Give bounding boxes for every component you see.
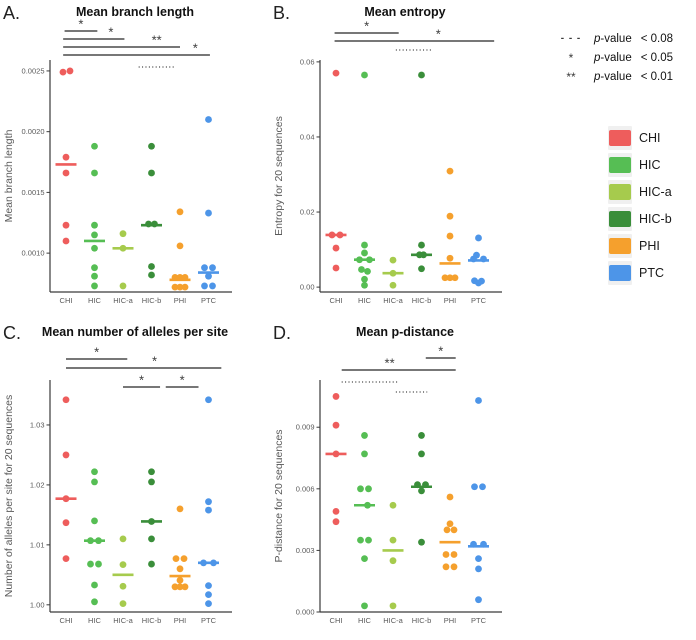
significance-asterisk: * [435, 26, 441, 42]
data-point-chi [63, 238, 70, 245]
data-point-chi [337, 232, 344, 239]
legend-item-phi [608, 234, 696, 258]
x-category-label: HIC [358, 616, 371, 625]
pvalue-threshold-label: p -value < 0.01 [594, 70, 674, 83]
data-point-hic-b [420, 251, 427, 258]
data-point-ptc [480, 541, 487, 548]
legend-key [608, 261, 632, 285]
data-point-phi [451, 551, 458, 558]
data-point-hic-b [148, 561, 155, 568]
y-tick-label: 1.00 [29, 600, 45, 610]
panel-title: Mean entropy [364, 5, 446, 19]
data-point-hic-b [148, 272, 155, 279]
data-point-ptc [205, 582, 212, 589]
significance-asterisk: * [138, 372, 145, 388]
data-point-hic-a [390, 557, 397, 564]
data-point-hic-b [418, 242, 425, 249]
legend-key [608, 153, 632, 177]
x-category-label: PTC [201, 296, 216, 305]
data-point-hic [364, 502, 371, 509]
data-point-ptc [475, 235, 482, 242]
y-axis-title: Number of alleles per site for 20 sequences [3, 394, 15, 598]
data-point-hic [358, 266, 365, 273]
data-point-ptc [475, 397, 482, 404]
data-point-hic-a [390, 537, 397, 544]
legend-item-hic-b [608, 207, 696, 231]
data-point-hic-b [148, 143, 155, 150]
y-tick-label: 0.006 [295, 484, 315, 494]
data-point-hic [365, 537, 372, 544]
data-point-hic-b [418, 451, 425, 458]
data-point-hic-b [151, 221, 158, 228]
data-point-hic-a [120, 561, 127, 568]
data-point-hic-b [418, 539, 425, 546]
data-point-phi [182, 284, 189, 291]
data-point-chi [333, 451, 340, 458]
data-point-phi [443, 551, 450, 558]
legend-swatch-chi [609, 130, 631, 146]
y-axis-title: Entropy for 20 sequences [273, 116, 285, 236]
legend-swatch-hic-a [609, 184, 631, 200]
y-tick-label: 0.000 [295, 607, 315, 617]
significance-asterisk: * [179, 372, 185, 388]
data-point-hic [361, 250, 368, 257]
pvalue-threshold-label: p -value < 0.05 [594, 51, 674, 64]
y-tick-label: 1.03 [29, 420, 45, 430]
x-category-label: HIC-a [383, 296, 403, 305]
data-point-hic-a [390, 502, 397, 509]
data-point-hic-b [148, 518, 155, 525]
data-point-hic [361, 282, 368, 289]
data-point-ptc [475, 596, 482, 603]
panel-a-mean-branch-length-chart [0, 0, 250, 320]
data-point-hic-b [414, 481, 421, 488]
data-point-chi [63, 154, 70, 161]
x-category-label: HIC-b [141, 296, 162, 305]
data-point-hic [361, 555, 368, 562]
data-point-hic [361, 432, 368, 439]
data-point-phi [451, 526, 458, 533]
pvalue-legend [548, 25, 696, 86]
data-point-chi [333, 508, 340, 515]
data-point-phi [182, 274, 189, 281]
data-point-hic-a [120, 535, 127, 542]
legend-label: HIC [639, 158, 661, 172]
legend-swatch-hic [609, 157, 631, 173]
data-point-phi [447, 520, 454, 527]
x-category-label: HIC [88, 616, 101, 625]
significance-asterisk: ** [384, 355, 395, 371]
x-category-label: HIC-b [411, 296, 432, 305]
data-point-hic [357, 537, 364, 544]
data-point-phi [452, 274, 459, 281]
y-tick-label: 0.0015 [21, 187, 45, 197]
legend-item-hic [608, 153, 696, 177]
data-point-phi [181, 555, 188, 562]
pvalue-threshold-label: p -value < 0.08 [594, 32, 674, 45]
y-tick-label: 0.02 [299, 207, 315, 217]
data-point-ptc [205, 600, 212, 607]
data-point-ptc [205, 210, 212, 217]
legend-key [608, 180, 632, 204]
data-point-phi [182, 583, 189, 590]
legend-item-ptc [608, 261, 696, 285]
data-point-ptc [470, 541, 477, 548]
data-point-chi [329, 232, 336, 239]
data-point-hic [357, 485, 364, 492]
legend-label: CHI [639, 131, 661, 145]
data-point-hic-b [148, 468, 155, 475]
x-category-label: HIC [358, 296, 371, 305]
data-point-hic-b [148, 535, 155, 542]
legend-label: PTC [639, 266, 664, 280]
data-point-phi [447, 213, 454, 220]
panel-letter: D. [273, 323, 291, 343]
data-point-phi [444, 526, 451, 533]
data-point-ptc [205, 591, 212, 598]
data-point-hic-a [390, 282, 397, 289]
significance-asterisk: * [364, 18, 370, 34]
data-point-hic-b [148, 263, 155, 270]
data-point-hic [87, 561, 94, 568]
data-point-ptc [475, 280, 482, 287]
data-point-ptc [210, 559, 217, 566]
data-point-ptc [471, 483, 478, 490]
data-point-hic [91, 222, 98, 229]
data-point-hic [91, 598, 98, 605]
data-point-chi [333, 265, 340, 272]
y-tick-label: 0.00 [299, 282, 315, 292]
data-point-ptc [209, 283, 216, 290]
data-point-hic-a [120, 283, 127, 290]
data-point-phi [447, 494, 454, 501]
data-point-hic [361, 72, 368, 79]
data-point-hic [91, 283, 98, 290]
single-asterisk-symbol: * [568, 50, 574, 65]
data-point-hic-b [148, 479, 155, 486]
data-point-ptc [205, 507, 212, 514]
legend-key [608, 207, 632, 231]
y-tick-label: 0.003 [295, 545, 315, 555]
data-point-chi [60, 69, 67, 76]
data-point-ptc [200, 559, 207, 566]
panel-title: Mean p-distance [356, 325, 454, 339]
data-point-hic [91, 479, 98, 486]
data-point-chi [333, 393, 340, 400]
data-point-hic [91, 468, 98, 475]
significance-asterisk: * [94, 344, 100, 360]
data-point-chi [333, 518, 340, 525]
data-point-chi [63, 555, 70, 562]
legend-key [608, 126, 632, 150]
legend-item-chi [608, 126, 696, 150]
pvalue-legend-row [548, 67, 696, 86]
color-legend [608, 126, 696, 285]
data-point-phi [177, 242, 184, 249]
data-point-chi [63, 170, 70, 177]
data-point-hic [356, 256, 363, 263]
data-point-hic [91, 245, 98, 252]
data-point-phi [177, 208, 184, 215]
x-category-label: CHI [329, 616, 343, 625]
data-point-hic [91, 170, 98, 177]
x-category-label: PHI [443, 296, 457, 305]
data-point-ptc [470, 256, 477, 263]
data-point-hic [361, 451, 368, 458]
data-point-hic [95, 561, 102, 568]
data-point-chi [67, 68, 74, 75]
data-point-phi [451, 563, 458, 570]
significance-asterisk: * [152, 353, 158, 369]
data-point-hic [365, 485, 372, 492]
data-point-hic-a [120, 230, 127, 237]
panel-d-mean-p-distance-chart [270, 320, 520, 640]
pvalue-legend-row [548, 48, 696, 67]
y-tick-label: 1.01 [29, 540, 45, 550]
legend-key [608, 234, 632, 258]
significance-asterisk: * [438, 343, 444, 359]
legend-label: PHI [639, 239, 660, 253]
significance-asterisk: * [78, 16, 84, 32]
data-point-hic-b [418, 72, 425, 79]
data-point-hic-a [390, 257, 397, 264]
pvalue-legend-row [548, 29, 696, 48]
significance-asterisk: * [192, 40, 198, 56]
x-category-label: CHI [329, 296, 343, 305]
data-point-chi [333, 70, 340, 77]
data-point-ptc [209, 264, 216, 271]
legend-swatch-phi [609, 238, 631, 254]
data-point-chi [63, 396, 70, 403]
data-point-phi [447, 233, 454, 240]
data-point-ptc [479, 483, 486, 490]
double-asterisk-symbol: ** [566, 69, 576, 84]
data-point-phi [443, 563, 450, 570]
x-category-label: PTC [471, 616, 486, 625]
data-point-ptc [475, 565, 482, 572]
data-point-hic [91, 264, 98, 271]
legend-label: HIC-a [639, 185, 672, 199]
significance-asterisk: ** [151, 32, 162, 48]
data-point-hic-b [422, 481, 429, 488]
data-point-chi [63, 222, 70, 229]
data-point-chi [333, 245, 340, 252]
y-tick-label: 0.009 [295, 422, 315, 432]
data-point-hic [361, 602, 368, 609]
legend-item-hic-a [608, 180, 696, 204]
data-point-hic-b [418, 432, 425, 439]
data-point-hic-b [148, 170, 155, 177]
data-point-ptc [205, 116, 212, 123]
data-point-hic-b [418, 487, 425, 494]
data-point-ptc [205, 498, 212, 505]
panel-title: Mean branch length [75, 5, 195, 19]
data-point-hic [361, 242, 368, 249]
panel-letter: C. [3, 323, 21, 343]
data-point-hic-a [120, 583, 127, 590]
data-point-chi [63, 452, 70, 459]
panel-b-mean-entropy-chart [270, 0, 520, 320]
data-point-ptc [205, 273, 212, 280]
x-category-label: CHI [59, 296, 73, 305]
x-category-label: PHI [173, 616, 187, 625]
y-tick-label: 0.0020 [21, 127, 45, 137]
data-point-hic [91, 143, 98, 150]
x-category-label: HIC-a [113, 616, 133, 625]
x-category-label: PTC [201, 616, 216, 625]
x-category-label: PHI [443, 616, 457, 625]
y-tick-label: 0.04 [299, 132, 315, 142]
data-point-hic [91, 517, 98, 524]
data-point-hic-b [418, 265, 425, 272]
y-tick-label: 1.02 [29, 480, 45, 490]
dashed-line-symbol: - - - [560, 33, 582, 44]
data-point-hic-a [390, 602, 397, 609]
data-point-hic [366, 256, 373, 263]
x-category-label: PTC [471, 296, 486, 305]
panel-letter: B. [273, 3, 291, 23]
x-category-label: HIC-a [113, 296, 133, 305]
data-point-chi [333, 422, 340, 429]
data-point-hic [91, 582, 98, 589]
data-point-hic [361, 276, 368, 283]
x-category-label: HIC-b [141, 616, 162, 625]
significance-asterisk: * [108, 24, 114, 40]
data-point-hic-a [120, 245, 127, 252]
y-axis-title: Mean branch length [3, 129, 15, 223]
data-point-hic [87, 537, 94, 544]
data-point-hic [91, 273, 98, 280]
y-tick-label: 0.0010 [21, 248, 45, 258]
panel-c-mean-alleles-per-site-chart [0, 320, 250, 640]
data-point-phi [447, 255, 454, 262]
data-point-ptc [201, 283, 208, 290]
data-point-phi [177, 577, 184, 584]
x-category-label: PHI [173, 296, 187, 305]
data-point-chi [63, 495, 70, 502]
data-point-phi [447, 168, 454, 175]
data-point-phi [177, 505, 184, 512]
legend-swatch-hic-b [609, 211, 631, 227]
data-point-ptc [205, 396, 212, 403]
legend-swatch-ptc [609, 265, 631, 281]
data-point-hic-b [145, 221, 152, 228]
x-category-label: HIC-a [383, 616, 403, 625]
x-category-label: HIC [88, 296, 101, 305]
data-point-ptc [201, 264, 208, 271]
x-category-label: CHI [59, 616, 73, 625]
data-point-hic [95, 537, 102, 544]
data-point-ptc [480, 256, 487, 263]
data-point-hic [364, 268, 371, 275]
data-point-phi [173, 555, 180, 562]
panel-letter: A. [3, 3, 21, 23]
x-category-label: HIC-b [411, 616, 432, 625]
y-tick-label: 0.0025 [21, 66, 45, 76]
data-point-hic-a [390, 270, 397, 277]
data-point-phi [177, 565, 184, 572]
y-tick-label: 0.06 [299, 57, 315, 67]
data-point-chi [63, 519, 70, 526]
legend [520, 25, 696, 288]
data-point-hic-a [120, 600, 127, 607]
data-point-ptc [475, 555, 482, 562]
legend-label: HIC-b [639, 212, 672, 226]
y-axis-title: P-distance for 20 sequences [273, 429, 285, 563]
data-point-hic [91, 232, 98, 239]
panel-title: Mean number of alleles per site [41, 325, 229, 339]
